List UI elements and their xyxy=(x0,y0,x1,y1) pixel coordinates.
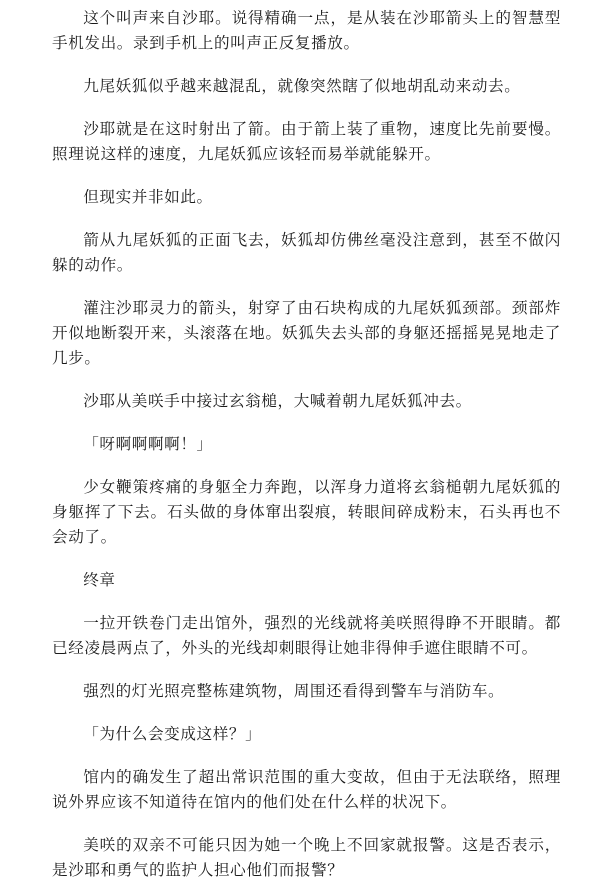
paragraph-4: 但现实并非如此。 xyxy=(83,188,213,206)
chapter-heading: 终章 xyxy=(83,571,116,589)
paragraph-1: 这个叫声来自沙耶。说得精确一点，是从装在沙耶箭头上的智慧型手机发出。录到手机上的叫声正反复播放。 xyxy=(52,9,561,52)
paragraph-3: 沙耶就是在这时射出了箭。由于箭上装了重物，速度比先前要慢。照理说这样的速度，九尾妖狐应该轻而易举就能躲开。 xyxy=(52,120,561,163)
paragraph-12: 强烈的灯光照亮整栋建筑物，周围还看得到警车与消防车。 xyxy=(83,682,505,700)
paragraph-6: 灌注沙耶灵力的箭头，射穿了由石块构成的九尾妖狐颈部。颈部炸开似地断裂开来，头滚落在地。妖狐失去头部的身躯还摇摇晃晃地走了几步。 xyxy=(52,299,561,367)
paragraph-15: 美咲的双亲不可能只因为她一个晚上不回家就报警。这是否表示，是沙耶和勇气的监护人担心他们而报警？ xyxy=(52,836,561,879)
dialogue-line-2: 「为什么会变成这样？」 xyxy=(83,725,262,743)
paragraph-7: 沙耶从美咲手中接过玄翁槌，大喊着朝九尾妖狐冲去。 xyxy=(83,392,472,410)
paragraph-2: 九尾妖狐似乎越来越混乱，就像突然瞎了似地胡乱动来动去。 xyxy=(83,77,521,95)
paragraph-11: 一拉开铁卷门走出馆外，强烈的光线就将美咲照得睁不开眼睛。都已经凌晨两点了，外头的光线却刺眼得让她非得伸手遮住眼睛不可。 xyxy=(52,614,561,657)
paragraph-14: 馆内的确发生了超出常识范围的重大变故，但由于无法联络，照理说外界应该不知道待在馆内的他们处在什么样的状况下。 xyxy=(52,768,561,811)
paragraph-5: 箭从九尾妖狐的正面飞去，妖狐却仿佛丝毫没注意到，甚至不做闪躲的动作。 xyxy=(52,231,561,274)
paragraph-9: 少女鞭策疼痛的身躯全力奔跑，以浑身力道将玄翁槌朝九尾妖狐的身躯挥了下去。石头做的身体窜出裂痕，转眼间碎成粉末，石头再也不会动了。 xyxy=(52,478,561,546)
dialogue-line-1: 「呀啊啊啊啊！」 xyxy=(83,435,213,453)
